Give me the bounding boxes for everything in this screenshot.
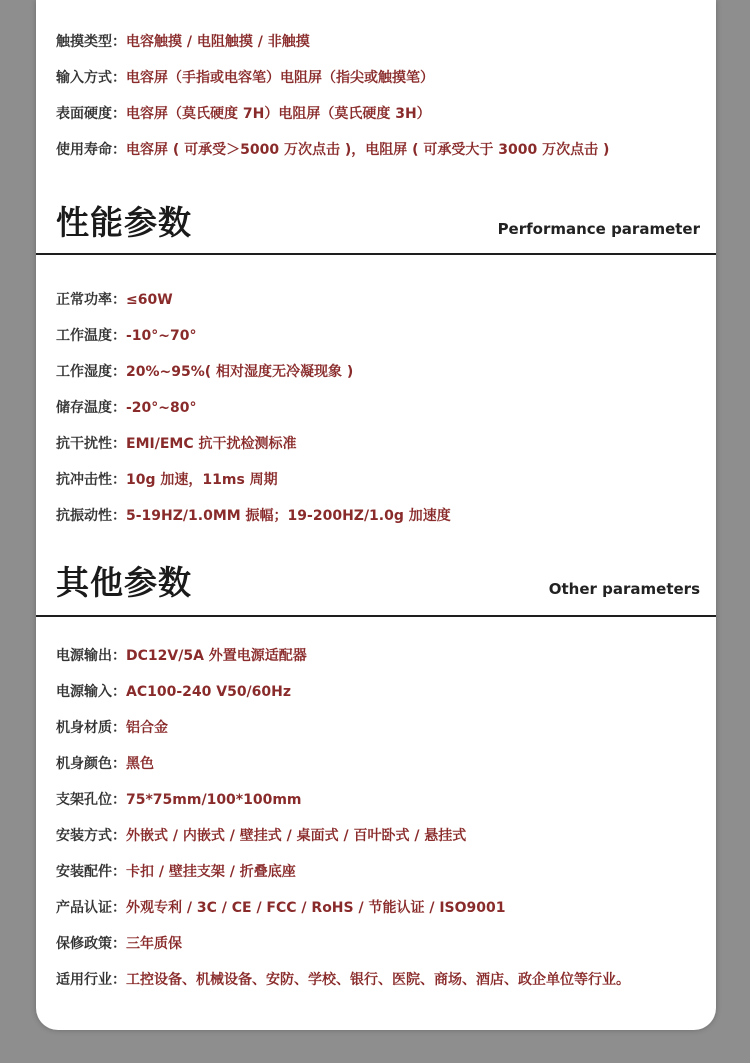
spec-row — [56, 398, 197, 418]
spec-value: 工控设备、机械设备、安防、学校、银行、医院、商场、酒店、政企单位等行业。 — [126, 972, 630, 988]
spec-value: 外嵌式 / 内嵌式 / 壁挂式 / 桌面式 / 百叶卧式 / 悬挂式 — [126, 828, 467, 844]
spec-value: 三年质保 — [126, 936, 182, 952]
spec-label: 电源输入： — [56, 684, 126, 700]
spec-value: EMI/EMC 抗干扰检测标准 — [126, 436, 297, 452]
spec-label: 安装方式： — [56, 828, 126, 844]
spec-row — [56, 104, 431, 124]
spec-label: 适用行业： — [56, 972, 126, 988]
spec-value: 电容屏 ( 可承受＞5000 万次点击 )，电阻屏 ( 可承受大于 3000 万次点击 ) — [126, 142, 610, 158]
spec-row — [56, 326, 197, 346]
spec-card — [36, 0, 716, 1030]
section-title: 其他参数 — [56, 563, 192, 602]
spec-row — [56, 826, 466, 846]
spec-label: 使用寿命： — [56, 142, 126, 158]
spec-row — [56, 68, 434, 88]
spec-value: 10g 加速，11ms 周期 — [126, 472, 278, 488]
section-divider — [36, 253, 716, 255]
spec-row — [56, 754, 154, 774]
section-subtitle: Performance parameter — [497, 220, 700, 238]
spec-row — [56, 898, 506, 918]
spec-label: 抗干扰性： — [56, 436, 126, 452]
spec-label: 输入方式： — [56, 70, 126, 86]
spec-label: 支架孔位： — [56, 792, 126, 808]
spec-value: DC12V/5A 外置电源适配器 — [126, 648, 307, 664]
spec-label: 安装配件： — [56, 864, 126, 880]
spec-label: 保修政策： — [56, 936, 126, 952]
section-title: 性能参数 — [56, 203, 192, 242]
spec-row — [56, 970, 630, 990]
spec-label: 机身材质： — [56, 720, 126, 736]
spec-value: AC100-240 V50/60Hz — [126, 684, 292, 700]
spec-label: 正常功率： — [56, 292, 126, 308]
spec-label: 表面硬度： — [56, 106, 126, 122]
spec-row — [56, 646, 307, 666]
spec-label: 触摸类型： — [56, 34, 126, 50]
spec-row — [56, 682, 291, 702]
spec-value: 电容屏（莫氏硬度 7H）电阻屏（莫氏硬度 3H） — [126, 106, 431, 122]
spec-value: 卡扣 / 壁挂支架 / 折叠底座 — [126, 864, 296, 880]
section-divider — [36, 615, 716, 617]
spec-label: 抗冲击性： — [56, 472, 126, 488]
spec-label: 产品认证： — [56, 900, 126, 916]
performance-heading — [36, 200, 716, 250]
spec-value: 20%~95%( 相对湿度无冷凝现象 ) — [126, 364, 354, 380]
spec-label: 工作温度： — [56, 328, 126, 344]
spec-value: -10°~70° — [126, 328, 197, 344]
spec-value: 电容触摸 / 电阻触摸 / 非触摸 — [126, 34, 310, 50]
spec-value: 电容屏（手指或电容笔）电阻屏（指尖或触摸笔） — [126, 70, 434, 86]
spec-value: 5-19HZ/1.0MM 振幅；19-200HZ/1.0g 加速度 — [126, 508, 451, 524]
spec-row — [56, 934, 182, 954]
spec-row — [56, 790, 302, 810]
spec-value: 铝合金 — [126, 720, 168, 736]
spec-row — [56, 140, 609, 160]
spec-row — [56, 718, 168, 738]
spec-label: 抗振动性： — [56, 508, 126, 524]
spec-row — [56, 434, 296, 454]
other-heading — [36, 560, 716, 610]
spec-label: 工作湿度： — [56, 364, 126, 380]
spec-label: 机身颜色： — [56, 756, 126, 772]
spec-value: 外观专利 / 3C / CE / FCC / RoHS / 节能认证 / ISO9001 — [126, 900, 506, 916]
spec-label: 电源输出： — [56, 648, 126, 664]
spec-value: 黑色 — [126, 756, 154, 772]
spec-row — [56, 290, 173, 310]
spec-value: 75*75mm/100*100mm — [126, 792, 302, 808]
spec-value: ≤60W — [126, 292, 173, 308]
section-subtitle: Other parameters — [548, 580, 700, 598]
spec-row — [56, 862, 296, 882]
spec-row — [56, 470, 278, 490]
spec-label: 储存温度： — [56, 400, 126, 416]
spec-row — [56, 32, 310, 52]
spec-row — [56, 506, 451, 526]
spec-value: -20°~80° — [126, 400, 197, 416]
spec-row — [56, 362, 353, 382]
